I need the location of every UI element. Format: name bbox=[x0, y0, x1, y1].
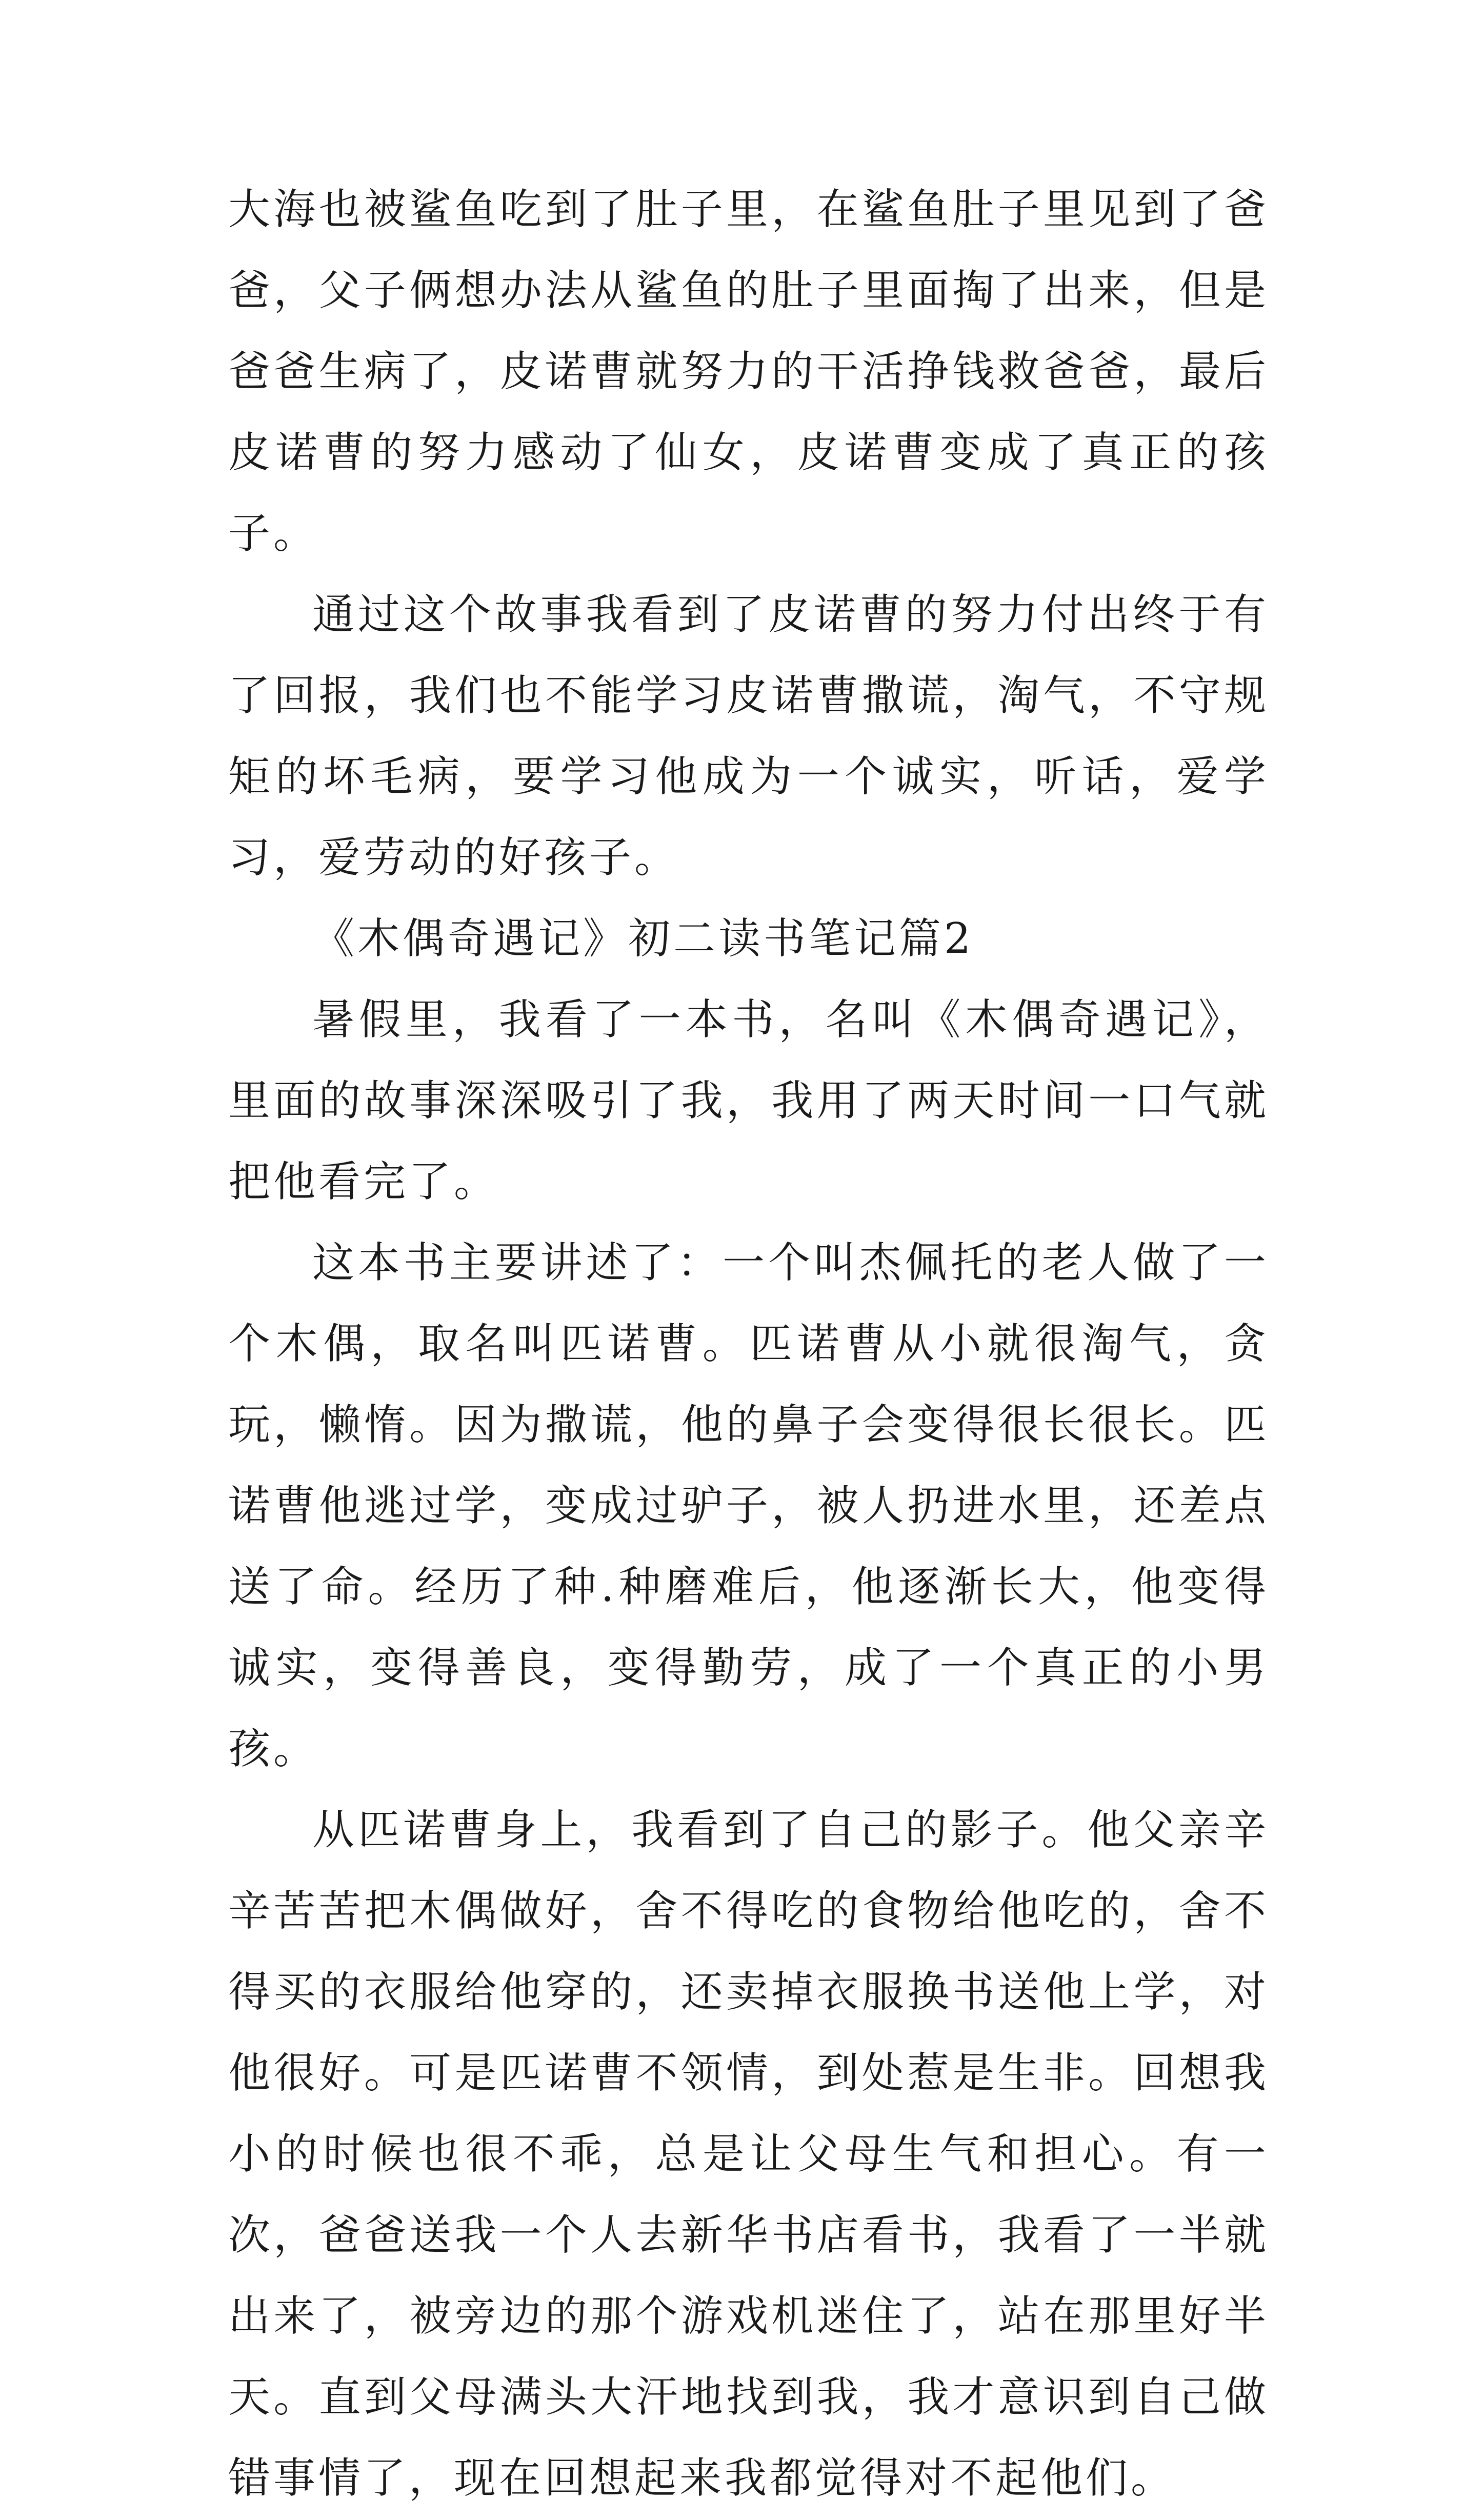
section-heading: 《木偶奇遇记》初二读书笔记篇2 bbox=[312, 914, 974, 963]
document-body bbox=[228, 169, 1269, 2519]
paragraph-lesson: 通过这个故事我看到了皮诺曹的努力付出终于有了回报，我们也不能学习皮诺曹撒谎，淘气，不守规矩的坏毛病，要学习他成为一个诚实，听话，爱学习，爱劳动的好孩子。 bbox=[228, 590, 1269, 882]
paragraph-summary: 这本书主要讲述了：一个叫杰佩托的老人做了一个木偶，取名叫匹诺曹。匹诺曹从小就很淘气，贪玩，懒惰。因为撒谎，他的鼻子会变得很长很长。匹诺曹他逃过学，变成过驴子，被人扔进水里，还差点送了命。经历了种.种磨难后，他逐渐长大，他变得诚实，变得善良，变得勤劳，成了一个真正的小男孩。 bbox=[228, 1238, 1269, 1773]
paragraph-reflection: 从匹诺曹身上，我看到了自己的影子。他父亲辛辛苦苦把木偶做好，舍不得吃的食物给他吃的，舍不得买的衣服给他穿的，还卖掉衣服换书送他上学，对他很好。可是匹诺曹不领情，到处惹是生非。回想我小的时候也很不乖，总是让父母生气和担心。有一次，爸爸送我一个人去新华书店看书，我看了一半就出来了，被旁边的那个游戏机迷住了，站在那里好半天。直到父母满头大汗地找到我，我才意识到自己做错事情了，现在回想起来我都觉得对不起他们。 bbox=[228, 1806, 1269, 2503]
paragraph-story-ending: 大海也被鲨鱼吃到了肚子里，在鲨鱼肚子里见到了爸爸，父子俩想办法从鲨鱼的肚子里面掏了出来，但是爸爸生病了，皮诺曹就努力的干活挣钱救爸爸，最后皮诺曹的努力感动了仙女，皮诺曹变成了真正的孩子。 bbox=[228, 185, 1269, 558]
paragraph-intro: 暑假里，我看了一本书，名叫《木偶奇遇记》，里面的故事深深吸引了我，我用了两天时间一口气就把他看完了。 bbox=[228, 995, 1269, 1206]
